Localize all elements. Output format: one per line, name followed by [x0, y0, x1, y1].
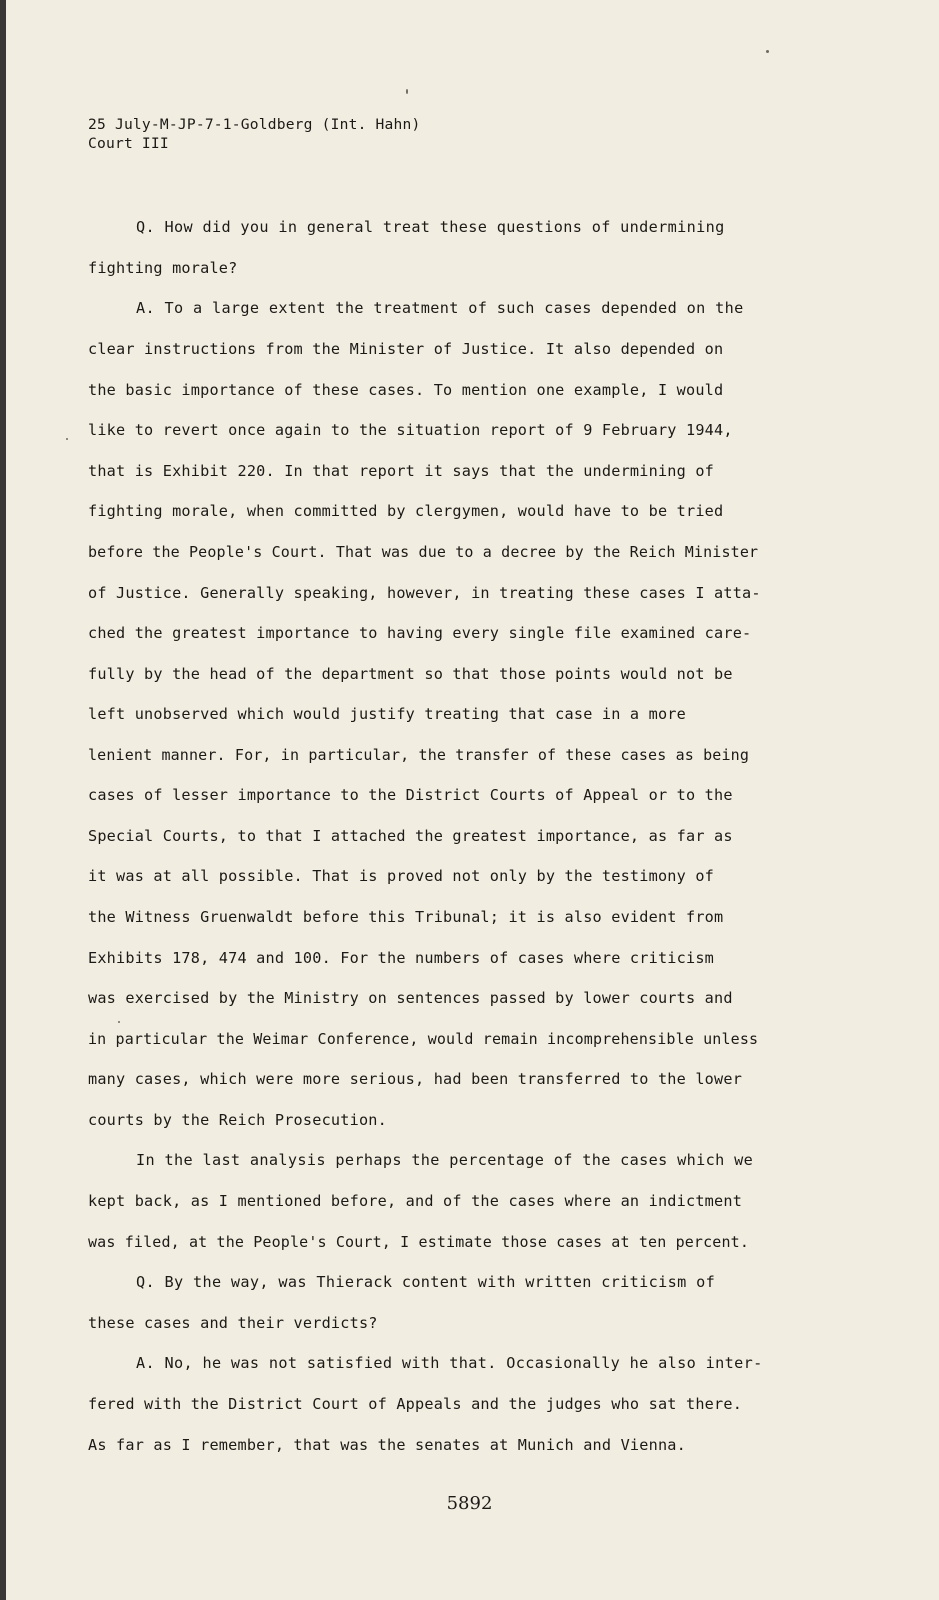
text-line: cases of lesser importance to the District Courts of Appeal or to the: [88, 786, 733, 804]
paper-speck: [406, 89, 408, 94]
text-line: fighting morale?: [88, 259, 238, 277]
text-line: courts by the Reich Prosecution.: [88, 1111, 387, 1129]
text-line: in particular the Weimar Conference, would remain incomprehensible unless: [88, 1030, 759, 1048]
text-line: In the last analysis perhaps the percentage of the cases which we: [136, 1151, 754, 1169]
paper-speck: [766, 50, 769, 53]
text-line: clear instructions from the Minister of Justice. It also depended on: [88, 340, 724, 358]
text-line: lenient manner. For, in particular, the transfer of these cases as being: [88, 746, 750, 764]
text-line: kept back, as I mentioned before, and of the cases where an indictment: [88, 1192, 743, 1210]
text-line: fered with the District Court of Appeals and the judges who sat there.: [88, 1395, 743, 1413]
text-line: was exercised by the Ministry on sentences passed by lower courts and: [88, 989, 733, 1007]
text-line: Special Courts, to that I attached the greatest importance, as far as: [88, 827, 733, 845]
text-line: was filed, at the People's Court, I estimate those cases at ten percent.: [88, 1233, 750, 1251]
text-line: left unobserved which would justify treating that case in a more: [88, 705, 686, 723]
text-line: As far as I remember, that was the senates at Munich and Vienna.: [88, 1436, 686, 1454]
text-line: A. To a large extent the treatment of such cases depended on the: [136, 299, 744, 317]
paper-speck: [118, 1021, 120, 1023]
text-line: A. No, he was not satisfied with that. Occasionally he also inter-: [136, 1354, 763, 1372]
text-line: Q. By the way, was Thierack content with written criticism of: [136, 1273, 716, 1291]
text-line: the Witness Gruenwaldt before this Tribunal; it is also evident from: [88, 908, 724, 926]
text-line: fully by the head of the department so that those points would not be: [88, 665, 733, 683]
page-number: 5892: [446, 1493, 493, 1514]
header-court: Court III: [88, 135, 169, 152]
text-line: of Justice. Generally speaking, however, in treating these cases I atta-: [88, 584, 761, 602]
text-line: many cases, which were more serious, had been transferred to the lower: [88, 1070, 743, 1088]
text-line: like to revert once again to the situation report of 9 February 1944,: [88, 421, 733, 439]
text-line: it was at all possible. That is proved not only by the testimony of: [88, 867, 715, 885]
text-line: these cases and their verdicts?: [88, 1314, 378, 1332]
header-reference: 25 July-M-JP-7-1-Goldberg (Int. Hahn): [88, 116, 421, 133]
text-line: fighting morale, when committed by clergymen, would have to be tried: [88, 502, 724, 520]
text-line: that is Exhibit 220. In that report it says that the undermining of: [88, 462, 715, 480]
text-line: before the People's Court. That was due to a decree by the Reich Minister: [88, 543, 759, 561]
text-line: the basic importance of these cases. To mention one example, I would: [88, 381, 724, 399]
text-line: Q. How did you in general treat these questions of undermining: [136, 218, 725, 236]
text-line: ched the greatest importance to having every single file examined care-: [88, 624, 752, 642]
paper-speck: [66, 438, 68, 440]
text-line: Exhibits 178, 474 and 100. For the numbers of cases where criticism: [88, 949, 715, 967]
